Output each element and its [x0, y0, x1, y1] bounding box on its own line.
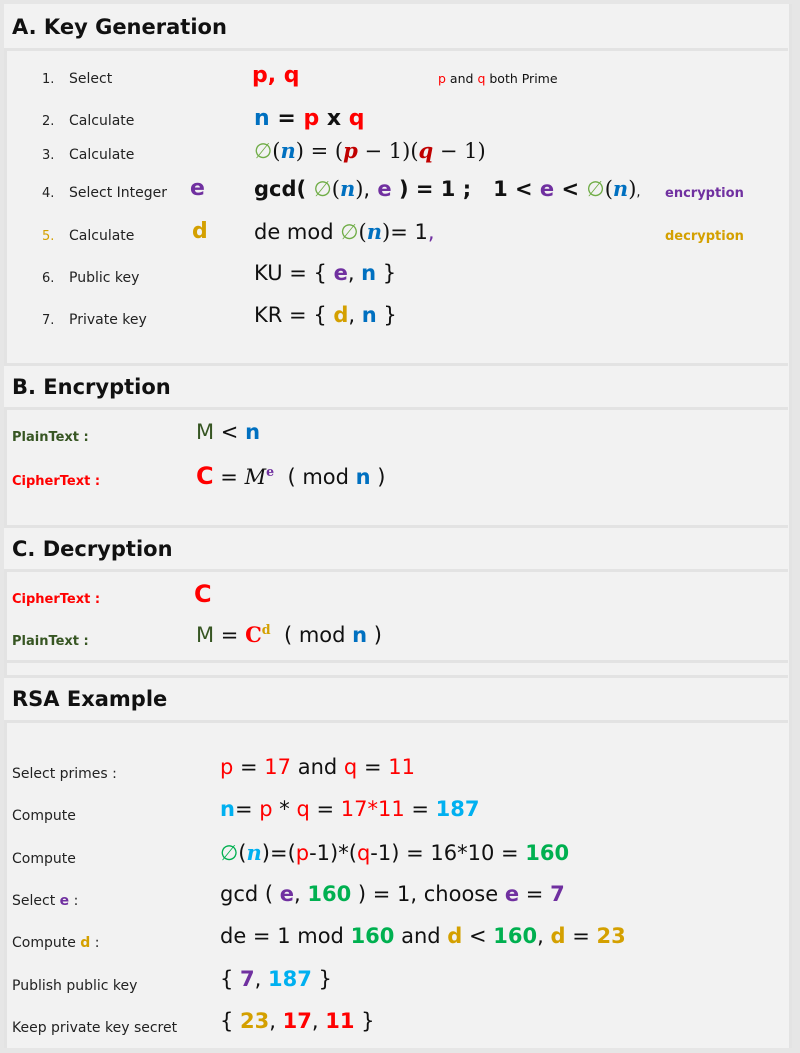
right-border [789, 4, 792, 1048]
example-label: Select primes : [12, 766, 117, 782]
example-label: Publish public key [12, 978, 138, 994]
section-header-rsa-example [4, 675, 788, 723]
formula-plaintext: M < n [196, 420, 261, 444]
step-label: Calculate [69, 228, 135, 244]
section-header-encryption [4, 363, 788, 410]
formula-decrypt: $M = C^d$ ( mod n ) [196, 622, 382, 647]
example-formula-compute-d: de = 1 mod 160 and d < 160, d = 23 [220, 924, 626, 948]
example-label: Compute [12, 851, 76, 867]
step-number: 4. [42, 186, 55, 201]
step-number: 6. [42, 271, 55, 286]
formula-phi: ∅(n) = (p − 1)(q − 1) [254, 138, 486, 163]
divider [4, 660, 788, 663]
formula-private-key: KR = { d, n } [254, 303, 397, 327]
var-e: e [190, 176, 205, 201]
ciphertext-label: CipherText : [12, 592, 101, 607]
formula-n: n = p x q [254, 106, 365, 131]
var-d: d [192, 219, 208, 244]
plaintext-label: PlainText : [12, 634, 89, 649]
step-number: 2. [42, 114, 55, 129]
example-formula-public-key: { 7, 187 } [220, 967, 332, 991]
step-number: 3. [42, 148, 55, 163]
example-formula-n: n= p * q = 17*11 = 187 [220, 797, 480, 821]
step-number: 5. [42, 229, 55, 244]
step-label: Select Integer [69, 185, 167, 201]
formula-p-q: p, q [252, 63, 300, 88]
formula-gcd: gcd( ∅(n), e ) = 1 ; 1 < e < ∅(n), [254, 176, 641, 201]
example-label: Compute [12, 808, 76, 824]
step-label: Select [69, 71, 113, 87]
example-formula-primes: p = 17 and q = 11 [220, 755, 415, 779]
section-title: RSA Example [12, 687, 168, 711]
section-header-decryption [4, 525, 788, 572]
section-title: A. Key Generation [12, 15, 227, 39]
note-encryption: encryption [665, 186, 744, 201]
example-label: Keep private key secret [12, 1020, 178, 1036]
step-number: 7. [42, 313, 55, 328]
example-label: Select e : [12, 893, 79, 909]
step-label: Calculate [69, 147, 135, 163]
step-label: Calculate [69, 113, 135, 129]
plaintext-label: PlainText : [12, 430, 89, 445]
section-title: C. Decryption [12, 537, 173, 561]
note-primes: p and q both Prime [438, 71, 558, 86]
section-title: B. Encryption [12, 375, 171, 399]
ciphertext-label: CipherText : [12, 474, 101, 489]
step-label: Private key [69, 312, 147, 328]
formula-ciphertext: $C = M^e$ ( mod n ) [196, 462, 386, 490]
formula-public-key: KU = { e, n } [254, 261, 397, 285]
formula-ciphertext-c: C [194, 580, 212, 608]
step-number: 1. [42, 72, 55, 87]
note-decryption: decryption [665, 229, 744, 244]
example-formula-select-e: gcd ( e, 160 ) = 1, choose e = 7 [220, 882, 565, 906]
example-formula-phi: ∅(n)=(p-1)*(q-1) = 16*10 = 160 [220, 840, 570, 865]
example-formula-private-key: { 23, 17, 11 } [220, 1009, 375, 1033]
section-header-key-generation [4, 4, 788, 51]
example-label: Compute d : [12, 935, 100, 951]
step-label: Public key [69, 270, 140, 286]
formula-de-mod: de mod ∅(n)= 1, [254, 219, 435, 244]
